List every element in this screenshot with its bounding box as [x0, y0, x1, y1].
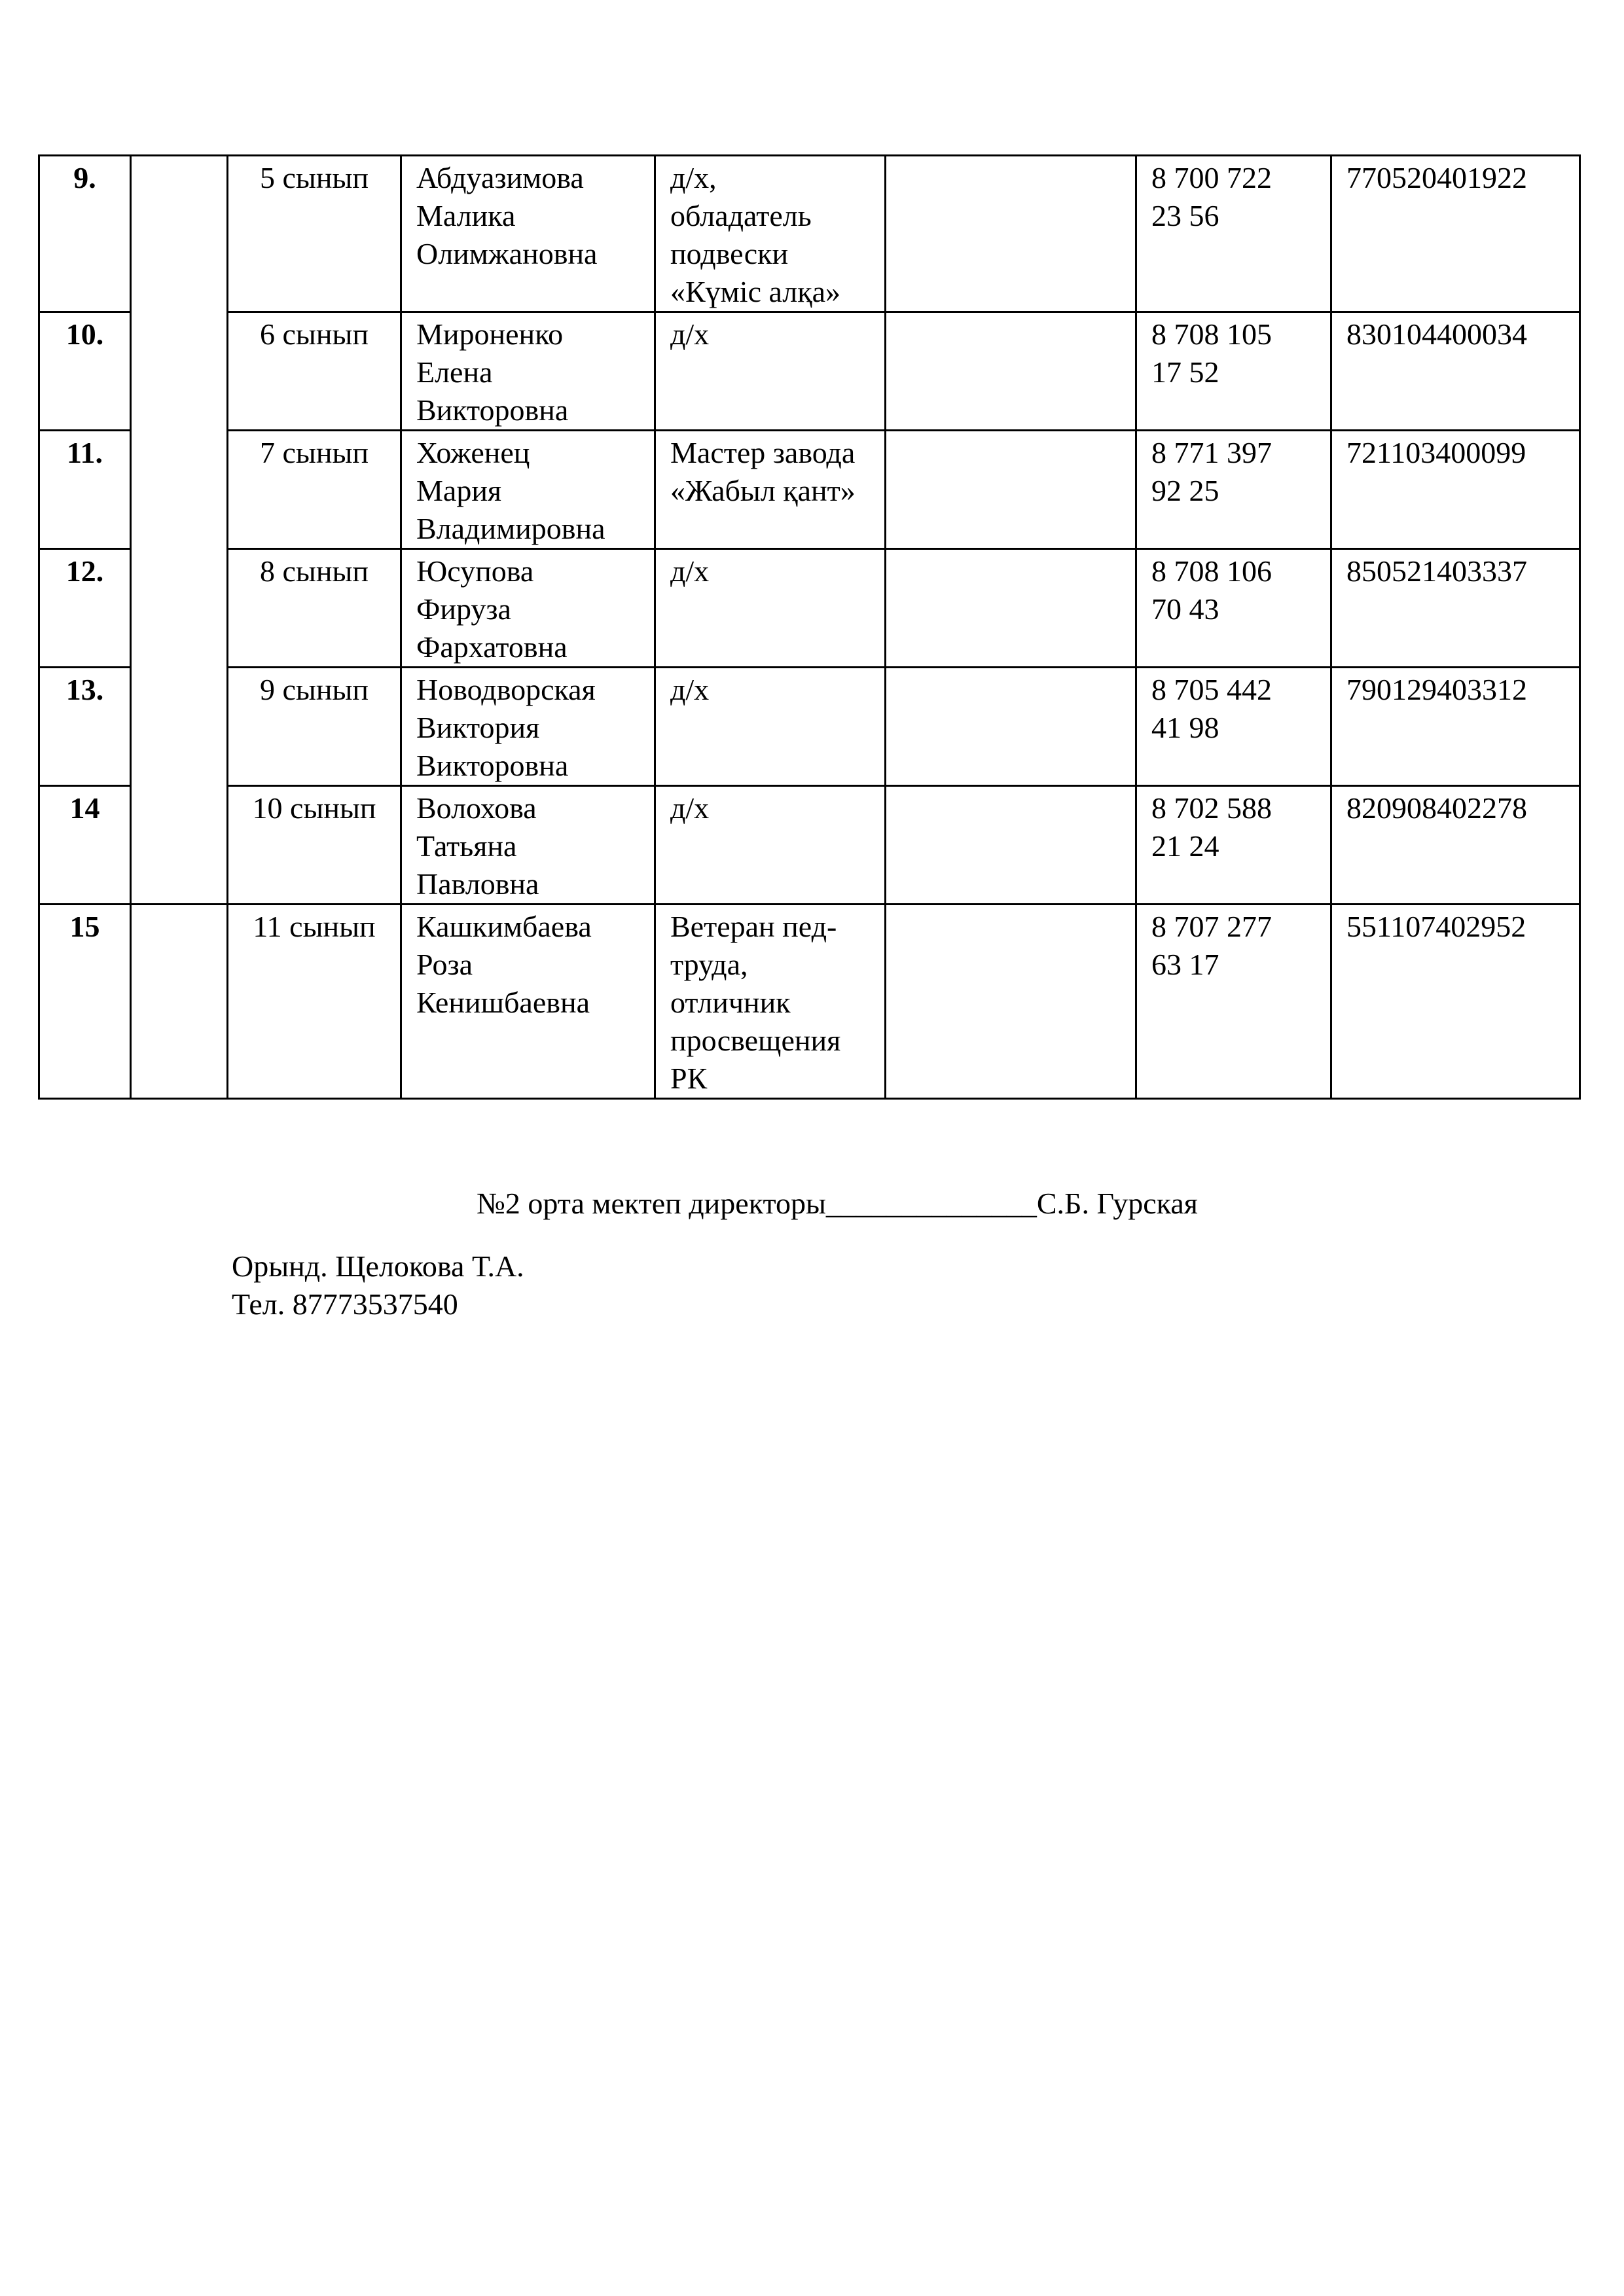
name-line: Фархатовна [416, 630, 568, 664]
phone-line: 17 52 [1151, 355, 1219, 389]
table-row [39, 786, 1580, 905]
note-cell [655, 668, 886, 786]
iin-cell: 721103400099 [1331, 431, 1580, 549]
table-row [39, 312, 1580, 431]
empty-cell [886, 786, 1136, 905]
teacher-name-cell [401, 786, 655, 905]
name-line: Волохова [416, 791, 537, 825]
name-line: Юсупова [416, 554, 534, 588]
phone-line: 8 705 442 [1151, 673, 1272, 706]
phone-line: 8 708 105 [1151, 317, 1272, 351]
name-line: Роза [416, 948, 473, 981]
grade-cell: 10 сынып [228, 786, 401, 905]
executor-phone: Тел. 87773537540 [232, 1287, 458, 1321]
note-line: д/х [670, 791, 710, 825]
phone-line: 23 56 [1151, 199, 1219, 232]
note-cell [655, 549, 886, 668]
table-row [39, 905, 1580, 1099]
name-line: Мироненко [416, 317, 564, 351]
name-line: Новодворская [416, 673, 596, 706]
iin-cell: 830104400034 [1331, 312, 1580, 431]
teacher-name-cell [401, 312, 655, 431]
grade-cell: 6 сынып [228, 312, 401, 431]
empty-cell [886, 549, 1136, 668]
row-number: 15 [39, 905, 131, 1099]
phone-line: 21 24 [1151, 829, 1219, 863]
note-cell [655, 905, 886, 1099]
phone-cell [1136, 431, 1331, 549]
note-line: отличник [670, 986, 791, 1019]
note-line: просвещения [670, 1024, 841, 1057]
phone-line: 8 771 397 [1151, 436, 1272, 469]
name-line: Кашкимбаева [416, 910, 592, 943]
note-line: д/х [670, 554, 710, 588]
phone-line: 8 702 588 [1151, 791, 1272, 825]
name-line: Олимжановна [416, 237, 598, 270]
iin-cell: 770520401922 [1331, 156, 1580, 312]
phone-cell [1136, 786, 1331, 905]
merged-empty-cell [131, 156, 228, 905]
grade-cell: 5 сынып [228, 156, 401, 312]
row-number: 10. [39, 312, 131, 431]
name-line: Малика [416, 199, 516, 232]
phone-cell [1136, 668, 1331, 786]
name-line: Мария [416, 474, 502, 507]
phone-cell [1136, 905, 1331, 1099]
iin-cell: 790129403312 [1331, 668, 1580, 786]
note-cell [655, 786, 886, 905]
phone-line: 8 700 722 [1151, 161, 1272, 194]
note-line: подвески [670, 237, 789, 270]
row-number: 12. [39, 549, 131, 668]
grade-cell: 8 сынып [228, 549, 401, 668]
table-row [39, 549, 1580, 668]
note-line: Ветеран пед- [670, 910, 837, 943]
grade-cell: 9 сынып [228, 668, 401, 786]
row-number: 11. [39, 431, 131, 549]
note-line: РК [670, 1062, 708, 1095]
staff-table [38, 154, 1581, 1100]
name-line: Викторовна [416, 749, 569, 782]
row-number: 9. [39, 156, 131, 312]
name-line: Елена [416, 355, 493, 389]
note-cell [655, 156, 886, 312]
phone-line: 63 17 [1151, 948, 1219, 981]
note-line: Мастер завода [670, 436, 856, 469]
note-line: обладатель [670, 199, 812, 232]
grade-cell: 11 сынып [228, 905, 401, 1099]
director-signature-line: №2 орта мектеп директоры______________С.Б. Гурская [477, 1187, 1198, 1220]
empty-cell [886, 668, 1136, 786]
phone-cell [1136, 156, 1331, 312]
note-line: д/х, [670, 161, 717, 194]
table-row [39, 668, 1580, 786]
table-row [39, 431, 1580, 549]
row-number: 13. [39, 668, 131, 786]
phone-line: 92 25 [1151, 474, 1219, 507]
empty-cell [886, 905, 1136, 1099]
row-number: 14 [39, 786, 131, 905]
executor-name: Орынд. Щелокова Т.А. [232, 1249, 524, 1283]
teacher-name-cell [401, 905, 655, 1099]
empty-cell [131, 905, 228, 1099]
empty-cell [886, 431, 1136, 549]
name-line: Павловна [416, 867, 539, 901]
note-line: «Күміс алқа» [670, 275, 841, 308]
grade-cell: 7 сынып [228, 431, 401, 549]
teacher-name-cell [401, 156, 655, 312]
teacher-name-cell [401, 668, 655, 786]
name-line: Абдуазимова [416, 161, 584, 194]
name-line: Виктория [416, 711, 540, 744]
note-line: д/х [670, 673, 710, 706]
teacher-name-cell [401, 431, 655, 549]
name-line: Викторовна [416, 393, 569, 427]
name-line: Татьяна [416, 829, 517, 863]
empty-cell [886, 312, 1136, 431]
note-line: труда, [670, 948, 748, 981]
name-line: Кенишбаевна [416, 986, 590, 1019]
phone-cell [1136, 549, 1331, 668]
phone-line: 70 43 [1151, 592, 1219, 626]
phone-cell [1136, 312, 1331, 431]
note-cell [655, 431, 886, 549]
phone-line: 8 708 106 [1151, 554, 1272, 588]
iin-cell: 551107402952 [1331, 905, 1580, 1099]
note-cell [655, 312, 886, 431]
note-line: д/х [670, 317, 710, 351]
teacher-name-cell [401, 549, 655, 668]
iin-cell: 850521403337 [1331, 549, 1580, 668]
empty-cell [886, 156, 1136, 312]
iin-cell: 820908402278 [1331, 786, 1580, 905]
name-line: Владимировна [416, 512, 605, 545]
name-line: Хоженец [416, 436, 530, 469]
phone-line: 41 98 [1151, 711, 1219, 744]
table-row [39, 156, 1580, 312]
note-line: «Жабыл қант» [670, 474, 856, 507]
name-line: Фируза [416, 592, 511, 626]
phone-line: 8 707 277 [1151, 910, 1272, 943]
